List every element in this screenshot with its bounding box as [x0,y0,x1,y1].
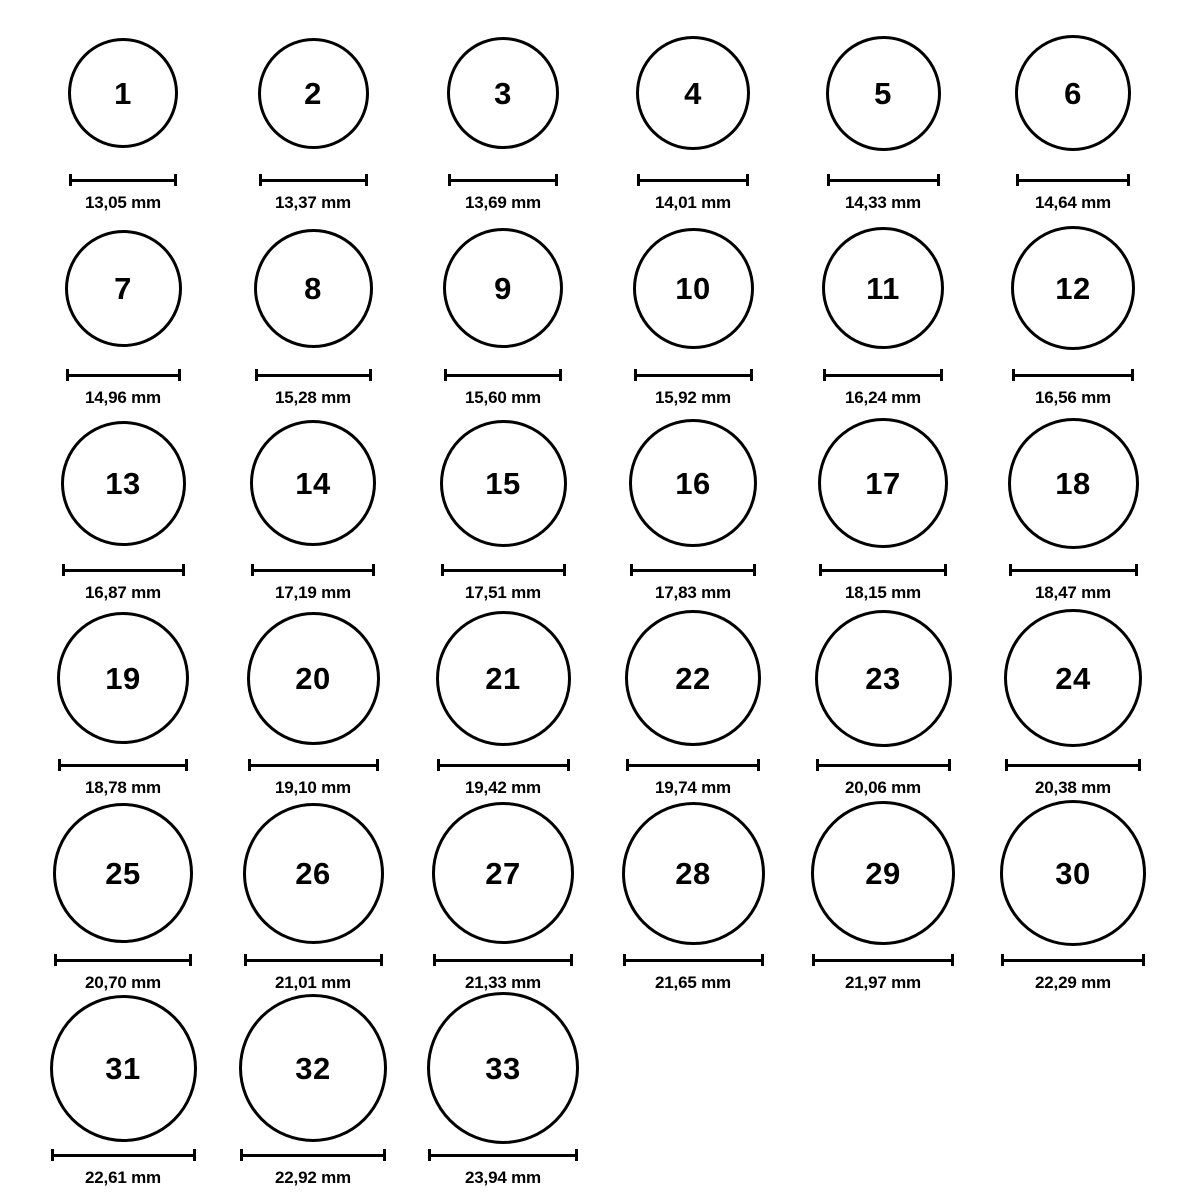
diameter-measure-bar [598,172,788,188]
ring-circle-icon [57,612,189,744]
diameter-measure-bar [788,952,978,968]
ring-circle-icon [427,992,579,1144]
ring-circle-icon [443,228,563,348]
diameter-measure-bar [28,757,218,773]
diameter-measure-bar [218,367,408,383]
ring-size-row [0,408,1200,603]
measure-bracket-icon [819,564,947,576]
ring-circle-wrap [788,18,978,168]
diameter-measure-bar [978,757,1168,773]
ring-size-cell [978,408,1168,603]
diameter-label: 14,01 mm [655,193,731,212]
ring-size-number: 7 [114,270,132,306]
ring-circle-wrap [408,408,598,558]
measure-bracket-icon [62,564,185,576]
ring-circle-wrap [978,603,1168,753]
measure-line [816,764,951,767]
measure-bracket-icon [812,954,954,966]
ring-size-number: 10 [675,270,711,306]
diameter-measure-bar [978,952,1168,968]
ring-circle-wrap [978,408,1168,558]
measure-line [630,569,756,572]
measure-line [819,569,947,572]
measure-line [62,569,185,572]
diameter-label: 22,92 mm [275,1168,351,1187]
ring-size-cell [408,408,598,603]
diameter-measure-bar [218,172,408,188]
measure-bracket-icon [251,564,375,576]
ring-circle-wrap [408,993,598,1143]
measure-bracket-icon [816,759,951,771]
diameter-label: 21,01 mm [275,973,351,992]
ring-circle-icon [1015,35,1131,151]
ring-size-number: 16 [675,465,711,501]
measure-bracket-icon [441,564,566,576]
measure-bracket-icon [255,369,372,381]
diameter-label: 17,19 mm [275,583,351,602]
ring-circle-icon [61,421,186,546]
ring-size-number: 15 [485,465,521,501]
measure-line [634,374,753,377]
measure-bracket-icon [437,759,570,771]
ring-circle-icon [636,36,750,150]
ring-size-cell [598,213,788,408]
ring-size-number: 33 [485,1050,521,1086]
diameter-measure-bar [788,562,978,578]
ring-circle-wrap [218,798,408,948]
ring-circle-icon [1000,800,1146,946]
ring-size-cell [28,993,218,1188]
measure-bracket-icon [634,369,753,381]
diameter-measure-bar [408,367,598,383]
ring-circle-icon [818,418,948,548]
measure-line [827,179,940,182]
diameter-measure-bar [788,172,978,188]
diameter-label: 14,33 mm [845,193,921,212]
measure-bracket-icon [58,759,188,771]
ring-size-cell [408,213,598,408]
measure-line [623,959,764,962]
measure-bracket-icon [444,369,562,381]
diameter-label: 15,28 mm [275,388,351,407]
ring-size-number: 5 [874,75,892,111]
measure-line [259,179,368,182]
ring-size-cell [28,213,218,408]
ring-circle-icon [633,228,754,349]
ring-circle-icon [68,38,178,148]
ring-size-number: 27 [485,855,521,891]
ring-circle-wrap [28,993,218,1143]
ring-circle-wrap [28,798,218,948]
measure-bracket-icon [51,1149,196,1161]
ring-circle-icon [1004,609,1142,747]
measure-bracket-icon [66,369,181,381]
ring-size-cell [978,603,1168,798]
ring-size-cell [788,603,978,798]
measure-line [1005,764,1141,767]
ring-size-number: 19 [105,660,141,696]
ring-size-number: 12 [1055,270,1091,306]
ring-size-cell [788,798,978,993]
measure-line [437,764,570,767]
ring-circle-icon [50,995,197,1142]
measure-bracket-icon [69,174,177,186]
ring-circle-wrap [28,408,218,558]
ring-circle-icon [811,801,955,945]
diameter-label: 21,33 mm [465,973,541,992]
measure-bracket-icon [827,174,940,186]
ring-size-row [0,798,1200,993]
ring-size-cell [978,18,1168,213]
measure-line [433,959,573,962]
diameter-label: 18,15 mm [845,583,921,602]
ring-circle-wrap [598,18,788,168]
ring-circle-icon [254,229,373,348]
ring-size-number: 1 [114,75,132,111]
ring-circle-wrap [598,213,788,363]
diameter-label: 17,83 mm [655,583,731,602]
ring-circle-wrap [218,213,408,363]
diameter-measure-bar [28,952,218,968]
diameter-label: 21,65 mm [655,973,731,992]
ring-circle-wrap [598,603,788,753]
diameter-measure-bar [408,757,598,773]
ring-circle-icon [258,38,369,149]
ring-size-number: 17 [865,465,901,501]
diameter-label: 22,29 mm [1035,973,1111,992]
measure-bracket-icon [823,369,943,381]
ring-circle-icon [1008,418,1139,549]
diameter-measure-bar [978,367,1168,383]
diameter-measure-bar [598,562,788,578]
diameter-label: 13,69 mm [465,193,541,212]
measure-line [54,959,192,962]
measure-line [69,179,177,182]
ring-size-row [0,18,1200,213]
diameter-label: 20,70 mm [85,973,161,992]
measure-line [255,374,372,377]
ring-size-number: 25 [105,855,141,891]
ring-size-number: 6 [1064,75,1082,111]
diameter-label: 19,42 mm [465,778,541,797]
ring-circle-icon [432,802,574,944]
ring-circle-wrap [788,798,978,948]
diameter-label: 22,61 mm [85,1168,161,1187]
measure-line [248,764,379,767]
ring-circle-wrap [28,18,218,168]
ring-circle-wrap [408,18,598,168]
measure-bracket-icon [240,1149,386,1161]
ring-circle-icon [53,803,193,943]
diameter-label: 19,74 mm [655,778,731,797]
measure-bracket-icon [1009,564,1138,576]
ring-size-cell [218,18,408,213]
ring-circle-wrap [788,603,978,753]
ring-size-cell [28,18,218,213]
ring-size-cell [598,408,788,603]
diameter-label: 14,64 mm [1035,193,1111,212]
measure-bracket-icon [259,174,368,186]
ring-size-number: 20 [295,660,331,696]
ring-size-cell [788,408,978,603]
measure-line [441,569,566,572]
measure-line [448,179,558,182]
ring-size-number: 26 [295,855,331,891]
ring-size-cell [788,213,978,408]
ring-size-cell [408,798,598,993]
ring-size-number: 9 [494,270,512,306]
diameter-label: 15,92 mm [655,388,731,407]
ring-circle-icon [625,610,761,746]
ring-circle-icon [826,36,941,151]
measure-bracket-icon [54,954,192,966]
diameter-measure-bar [598,367,788,383]
diameter-label: 16,87 mm [85,583,161,602]
measure-line [823,374,943,377]
diameter-measure-bar [978,172,1168,188]
diameter-measure-bar [28,562,218,578]
ring-size-cell [408,603,598,798]
measure-line [1016,179,1130,182]
ring-circle-icon [436,611,571,746]
measure-bracket-icon [433,954,573,966]
diameter-measure-bar [978,562,1168,578]
ring-size-cell [598,18,788,213]
ring-size-cell [978,213,1168,408]
ring-circle-wrap [978,798,1168,948]
ring-circle-icon [629,419,757,547]
diameter-measure-bar [28,367,218,383]
diameter-measure-bar [788,757,978,773]
measure-line [812,959,954,962]
ring-size-number: 3 [494,75,512,111]
measure-line [1009,569,1138,572]
ring-size-number: 4 [684,75,702,111]
diameter-measure-bar [218,562,408,578]
ring-circle-icon [247,612,380,745]
ring-circle-icon [65,230,182,347]
measure-bracket-icon [1012,369,1134,381]
diameter-label: 13,37 mm [275,193,351,212]
ring-circle-wrap [788,408,978,558]
ring-circle-wrap [218,603,408,753]
measure-line [1012,374,1134,377]
diameter-label: 21,97 mm [845,973,921,992]
ring-size-cell [218,603,408,798]
ring-size-number: 30 [1055,855,1091,891]
measure-line [240,1154,386,1157]
ring-size-number: 11 [866,270,900,306]
ring-size-number: 13 [105,465,141,501]
ring-circle-icon [447,37,559,149]
measure-bracket-icon [244,954,383,966]
ring-size-number: 21 [485,660,521,696]
ring-size-row [0,993,1200,1188]
ring-circle-icon [239,994,387,1142]
diameter-measure-bar [408,1147,598,1163]
ring-size-cell [788,18,978,213]
diameter-measure-bar [598,952,788,968]
ring-circle-wrap [978,213,1168,363]
diameter-measure-bar [598,757,788,773]
diameter-label: 13,05 mm [85,193,161,212]
measure-line [244,959,383,962]
measure-bracket-icon [1016,174,1130,186]
ring-circle-wrap [788,213,978,363]
ring-circle-wrap [598,408,788,558]
diameter-measure-bar [218,757,408,773]
measure-bracket-icon [630,564,756,576]
diameter-measure-bar [28,1147,218,1163]
ring-circle-icon [440,420,567,547]
measure-bracket-icon [448,174,558,186]
ring-size-number: 32 [295,1050,331,1086]
ring-size-cell [28,603,218,798]
diameter-measure-bar [408,952,598,968]
diameter-label: 16,56 mm [1035,388,1111,407]
ring-circle-wrap [218,18,408,168]
diameter-measure-bar [218,1147,408,1163]
ring-size-cell [598,603,788,798]
measure-line [444,374,562,377]
ring-circle-icon [1011,226,1135,350]
ring-size-number: 24 [1055,660,1091,696]
diameter-label: 18,78 mm [85,778,161,797]
ring-size-row [0,213,1200,408]
measure-line [58,764,188,767]
ring-size-cell [408,18,598,213]
diameter-label: 23,94 mm [465,1168,541,1187]
ring-size-number: 14 [295,465,331,501]
measure-bracket-icon [1005,759,1141,771]
measure-line [626,764,760,767]
ring-circle-wrap [598,798,788,948]
ring-size-cell [218,213,408,408]
ring-size-cell [408,993,598,1188]
ring-size-cell [218,798,408,993]
ring-size-number: 2 [304,75,322,111]
ring-size-number: 29 [865,855,901,891]
ring-circle-wrap [218,408,408,558]
ring-size-cell [598,798,788,993]
ring-circle-wrap [408,213,598,363]
ring-size-number: 22 [675,660,711,696]
ring-size-number: 8 [304,270,322,306]
ring-size-number: 18 [1055,465,1091,501]
ring-circle-icon [815,610,952,747]
ring-size-number: 23 [865,660,901,696]
ring-circle-wrap [218,993,408,1143]
ring-size-row [0,603,1200,798]
ring-circle-icon [822,227,944,349]
ring-circle-wrap [408,798,598,948]
measure-line [51,1154,196,1157]
ring-circle-icon [243,803,384,944]
diameter-label: 16,24 mm [845,388,921,407]
ring-circle-icon [622,802,765,945]
ring-circle-wrap [28,213,218,363]
ring-size-number: 31 [105,1050,141,1086]
ring-size-cell [218,408,408,603]
diameter-measure-bar [408,172,598,188]
measure-bracket-icon [1001,954,1145,966]
measure-bracket-icon [248,759,379,771]
diameter-label: 18,47 mm [1035,583,1111,602]
ring-circle-wrap [408,603,598,753]
measure-bracket-icon [637,174,749,186]
ring-size-number: 28 [675,855,711,891]
diameter-label: 15,60 mm [465,388,541,407]
measure-line [66,374,181,377]
diameter-measure-bar [408,562,598,578]
measure-bracket-icon [623,954,764,966]
ring-circle-wrap [978,18,1168,168]
diameter-label: 20,38 mm [1035,778,1111,797]
ring-size-cell [218,993,408,1188]
ring-size-cell [28,408,218,603]
diameter-label: 14,96 mm [85,388,161,407]
diameter-label: 20,06 mm [845,778,921,797]
diameter-measure-bar [28,172,218,188]
diameter-label: 19,10 mm [275,778,351,797]
diameter-measure-bar [218,952,408,968]
ring-circle-wrap [28,603,218,753]
measure-bracket-icon [428,1149,578,1161]
measure-line [637,179,749,182]
diameter-label: 17,51 mm [465,583,541,602]
diameter-measure-bar [788,367,978,383]
measure-line [428,1154,578,1157]
ring-size-cell [978,798,1168,993]
measure-line [1001,959,1145,962]
ring-size-cell [28,798,218,993]
ring-circle-icon [250,420,376,546]
measure-bracket-icon [626,759,760,771]
measure-line [251,569,375,572]
